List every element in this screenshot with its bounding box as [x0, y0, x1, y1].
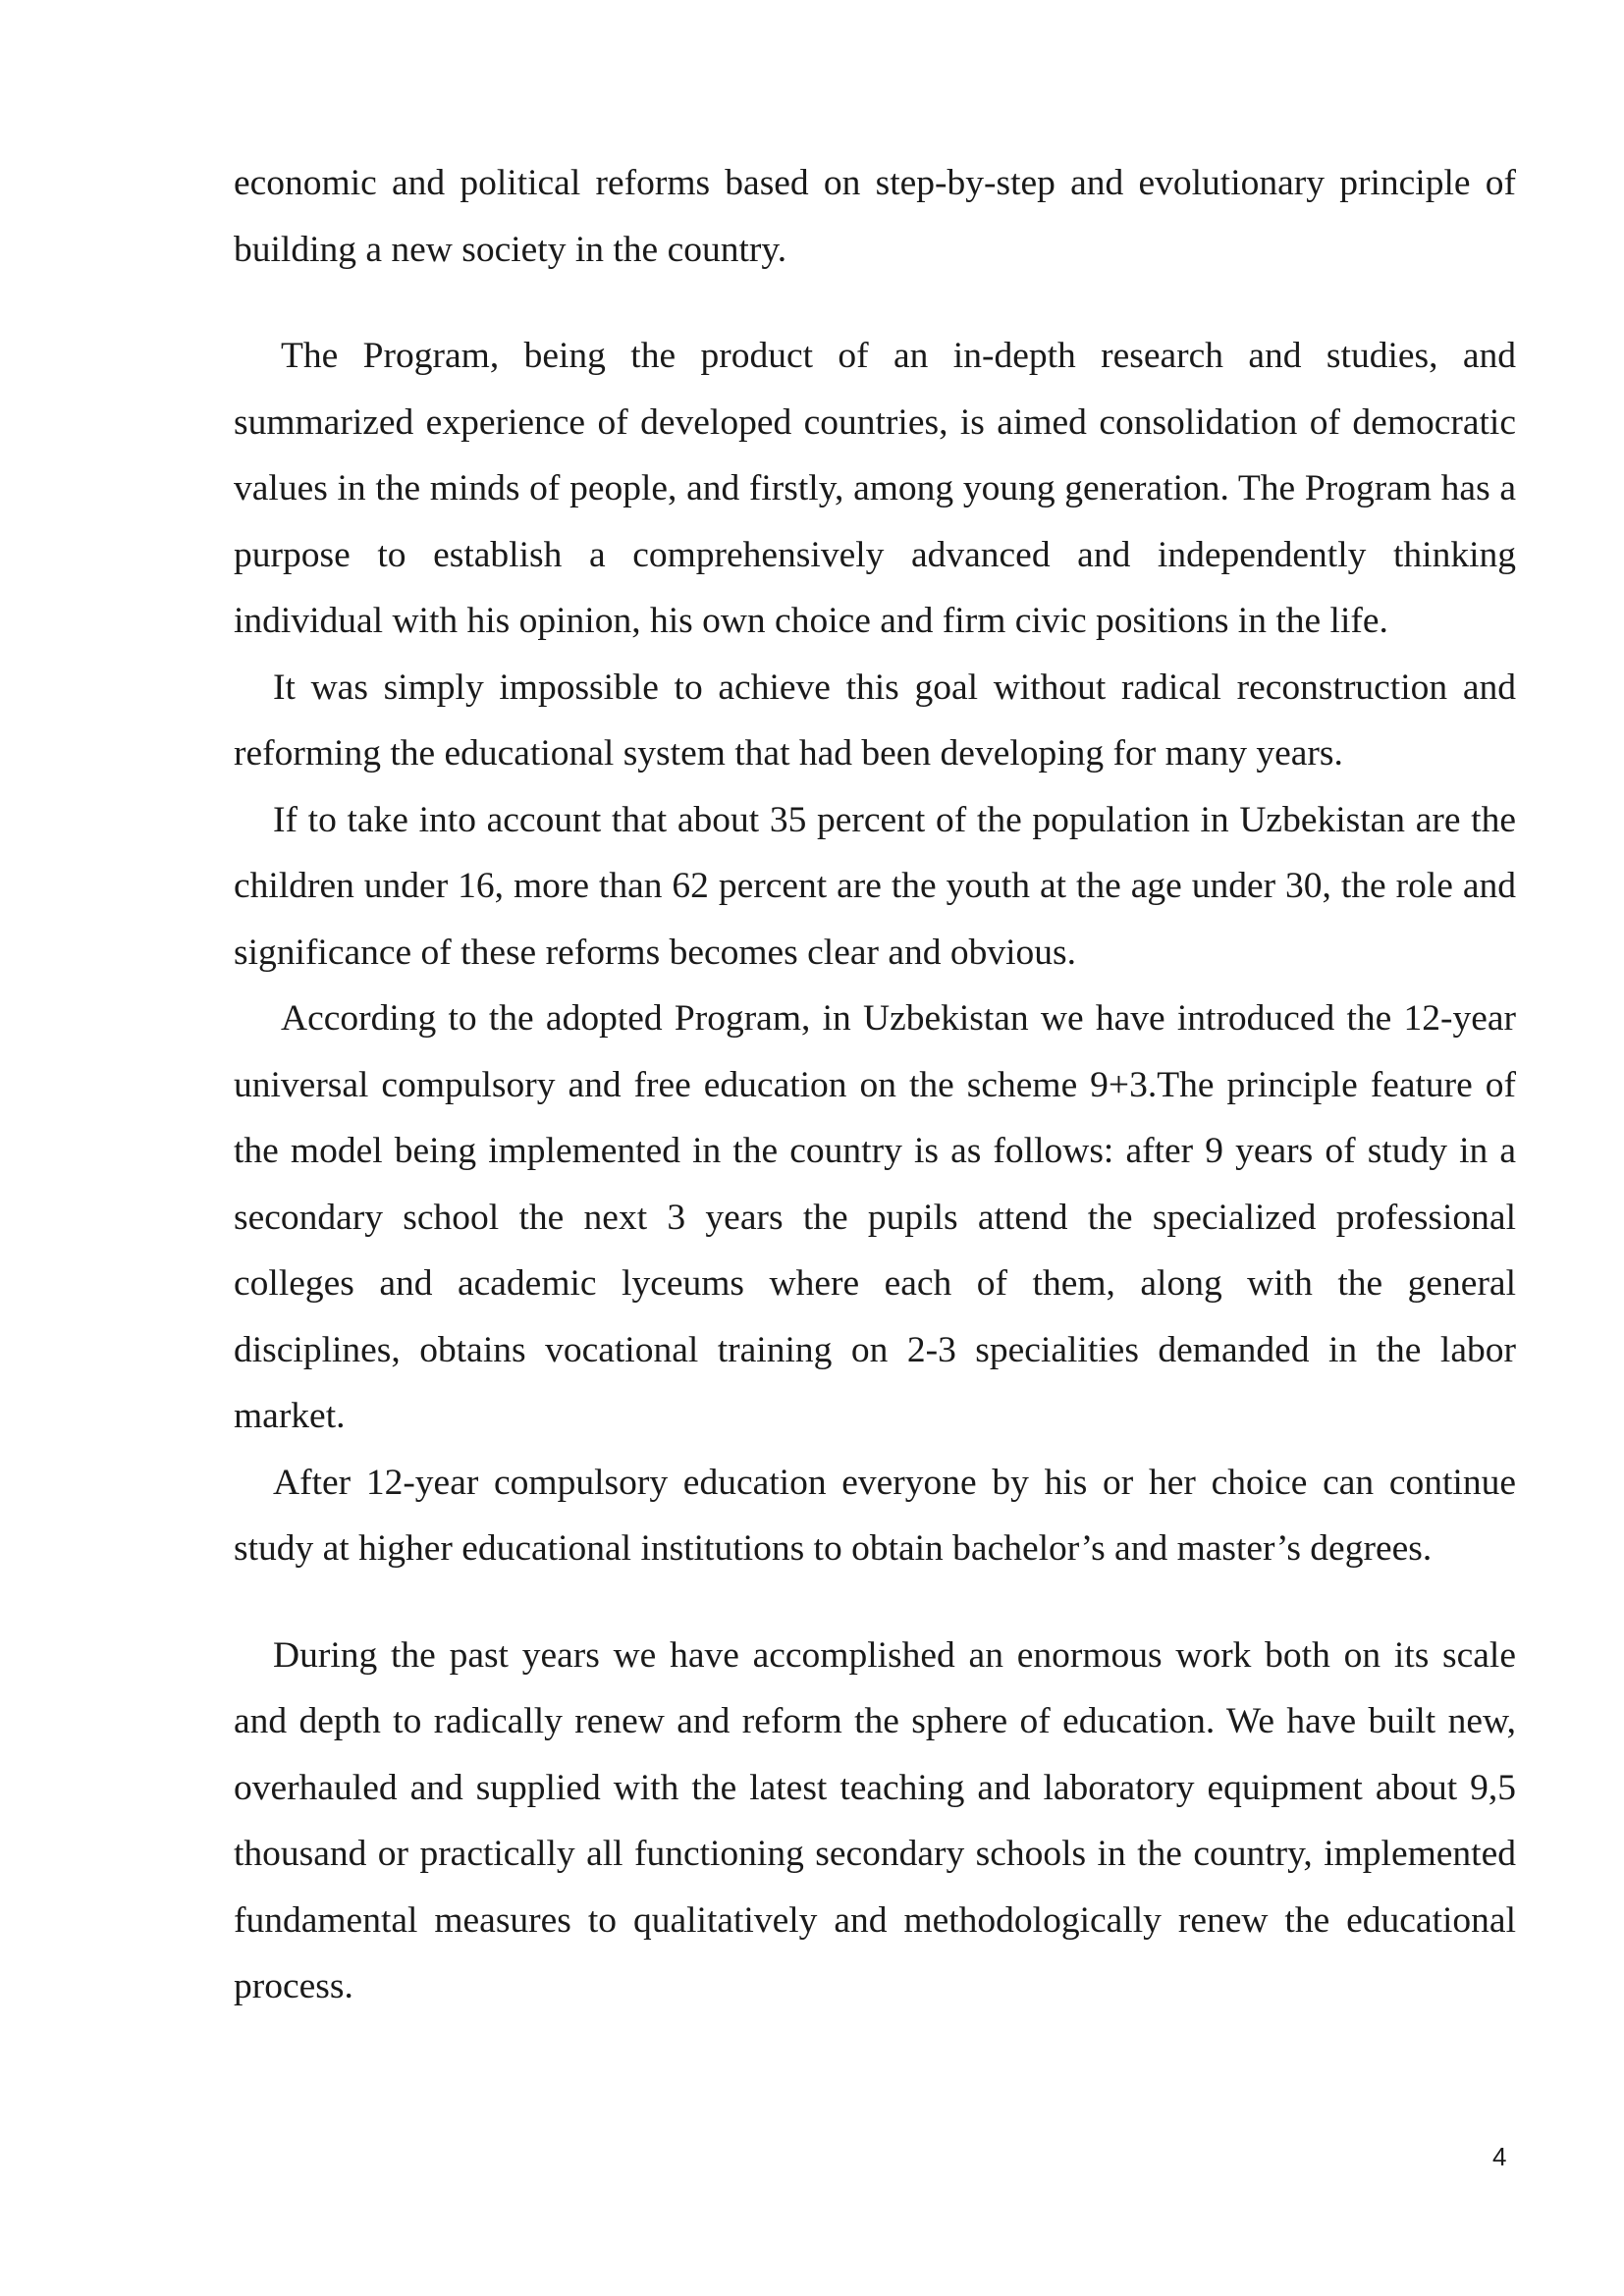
paragraph-past-years-work: During the past years we have accomplished an enormous work both on its scale and depth to radically renew and reform the sphere of education. We have built new, overhauled and supplied with the latest teaching and laboratory equipment about 9,5 thousand or practically all functioning secondary schools in the country, implemented fundamental measures to qualitatively and methodologically renew the educational process.: [234, 1634, 1516, 2006]
paragraph-higher-education: After 12-year compulsory education everyone by his or her choice can continue study at higher educational institutions to obtain bachelor’s and master’s degrees.: [234, 1462, 1516, 1569]
paragraph-adopted-program: According to the adopted Program, in Uzbekistan we have introduced the 12-year universal compulsory and free education on the scheme 9+3.The principle feature of the model being implemented in the country is as follows: after 9 years of study in a secondary school the next 3 years the pupils attend the specialized professional colleges and academic lyceums where each of them, along with the general disciplines, obtains vocational training on 2-3 specialities demanded in the labor market.: [234, 998, 1516, 1436]
page-number: 4: [1492, 2142, 1507, 2171]
paragraph-population-statistics: If to take into account that about 35 percent of the population in Uzbekistan are the children under 16, more than 62 percent are the youth at the age under 30, the role and significance of these reforms becomes clear and obvious.: [234, 799, 1516, 973]
paragraph-program-aims: The Program, being the product of an in-depth research and studies, and summarized experience of developed countries, is aimed consolidation of democratic values in the minds of people, and firstly, among young generation. The Program has a purpose to establish a comprehensively advanced and independently thinking individual with his opinion, his own choice and firm civic positions in the life.: [234, 336, 1516, 641]
paragraph-continuation: economic and political reforms based on step-by-step and evolutionary principle of building a new society in the country.: [234, 163, 1516, 270]
paragraph-impossible-goal: It was simply impossible to achieve this goal without radical reconstruction and reforming the educational system that had been developing for many years.: [234, 667, 1516, 774]
body-text: [234, 150, 1516, 2020]
